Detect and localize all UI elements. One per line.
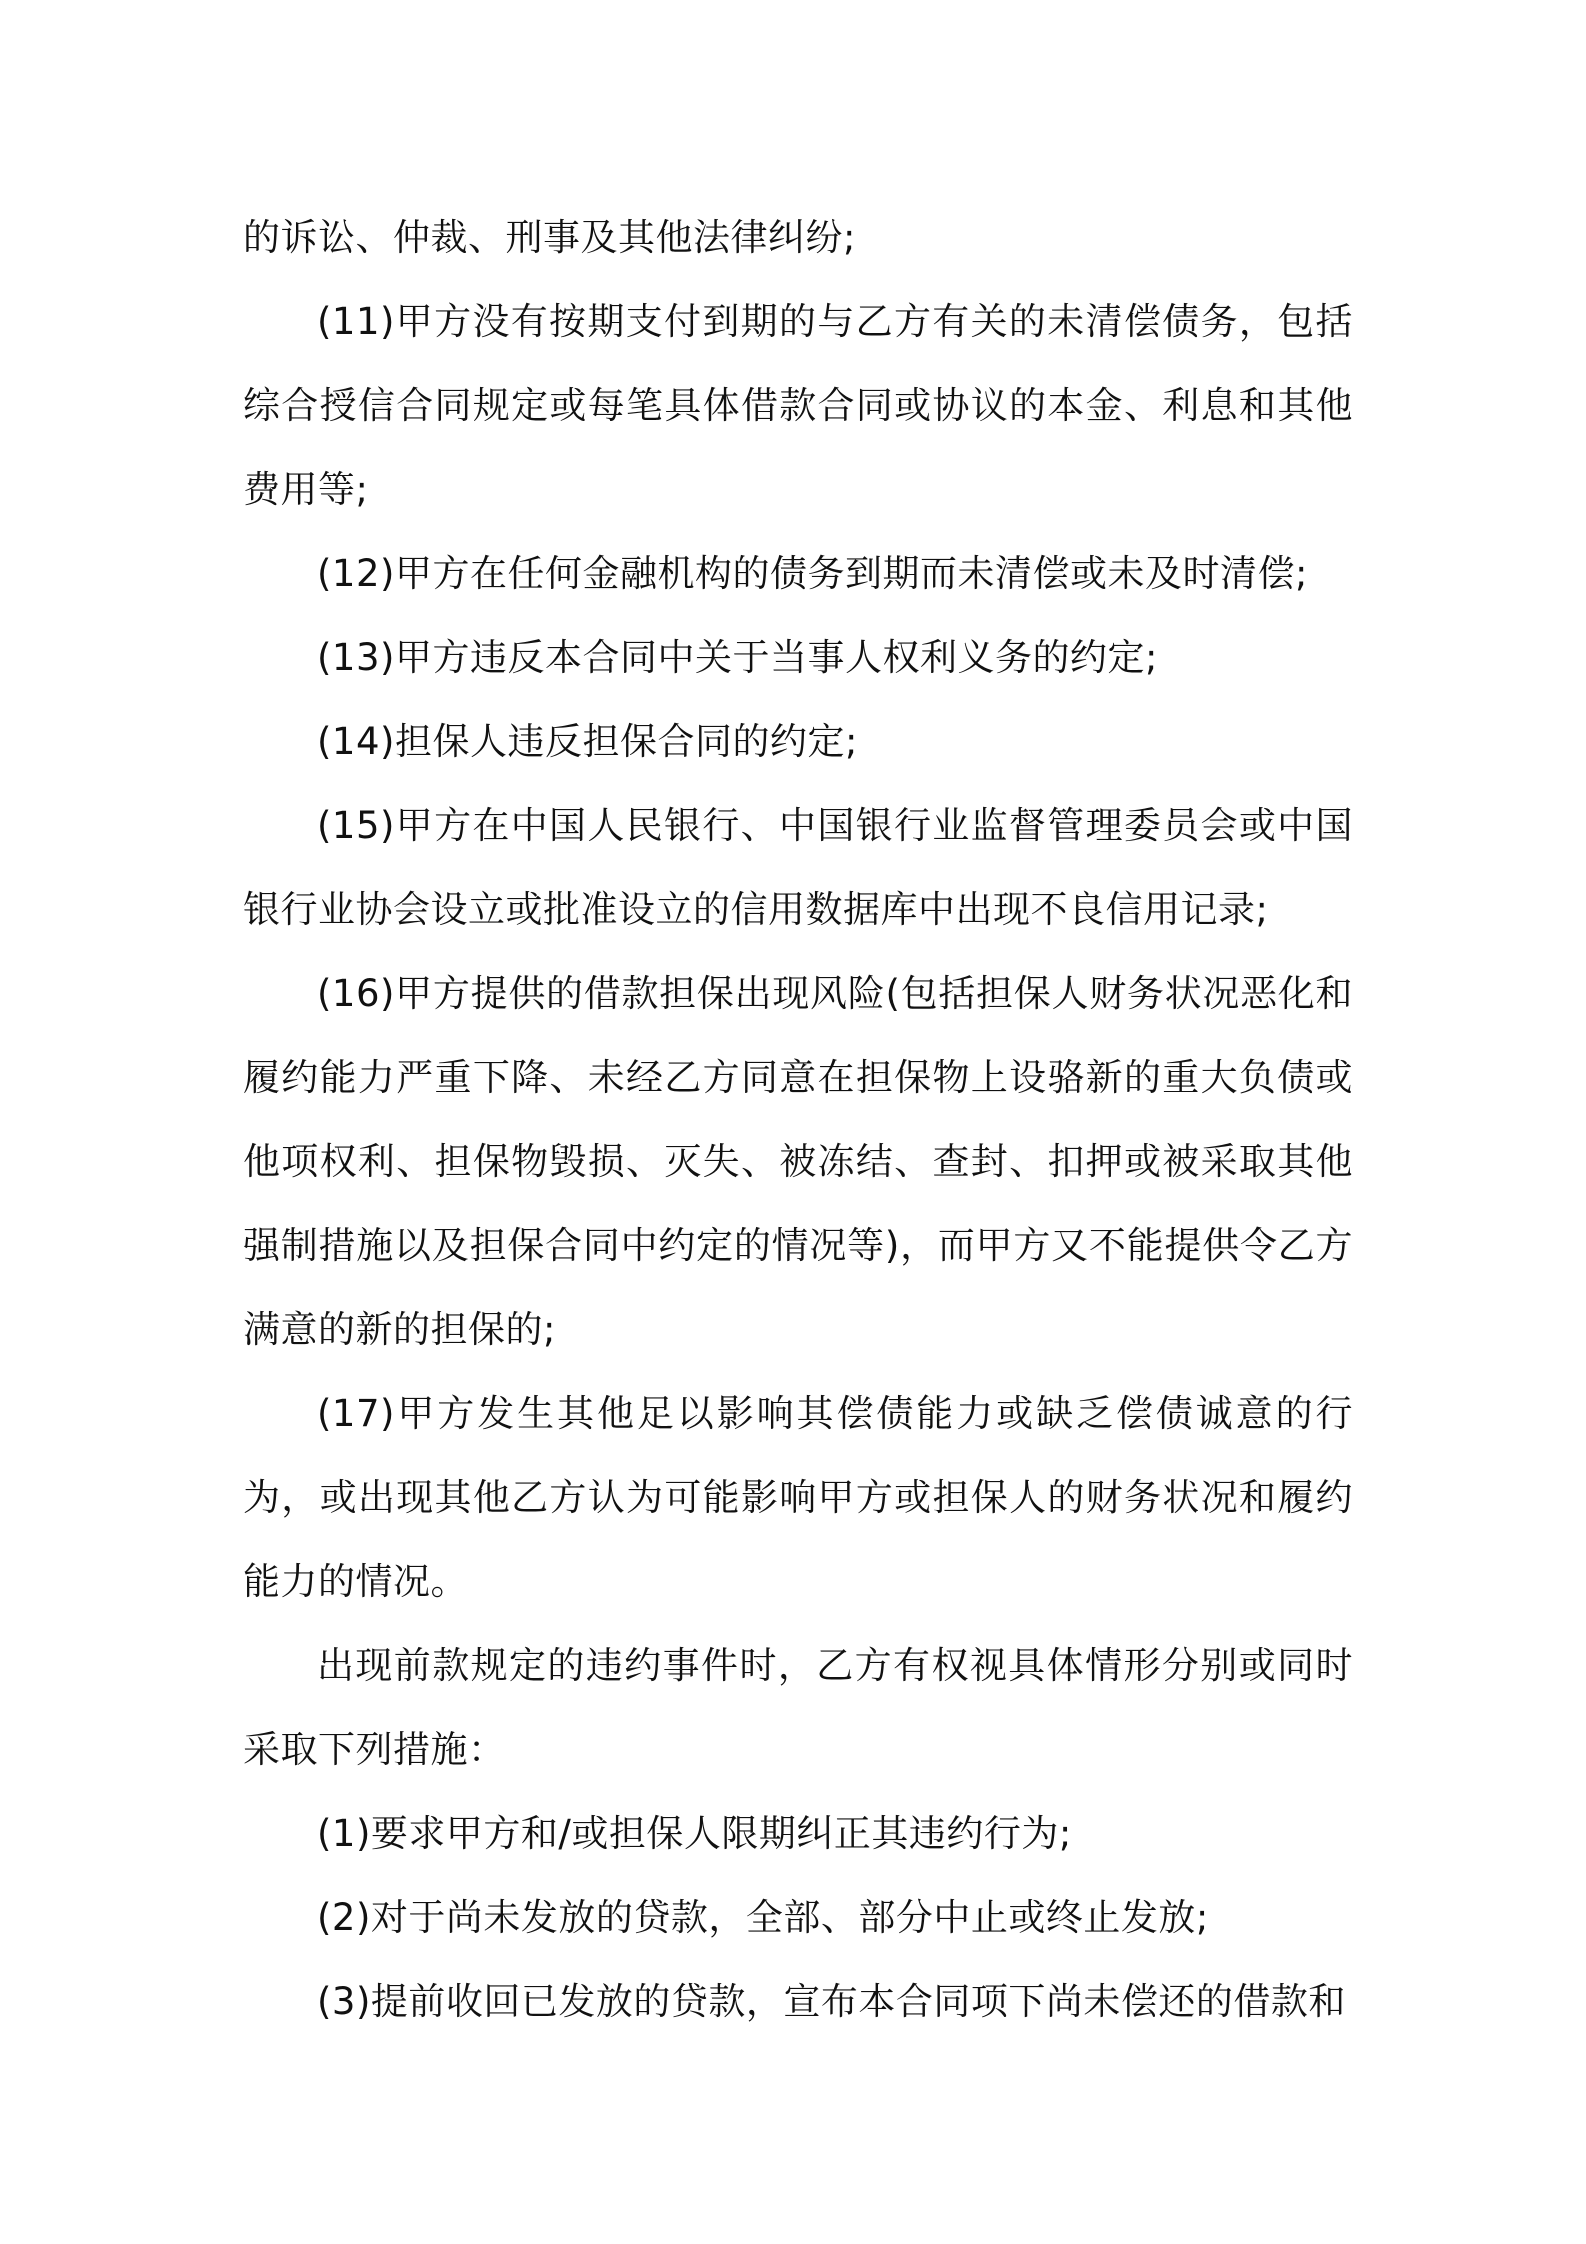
paragraph-item-17: (17)甲方发生其他足以影响其偿债能力或缺乏偿债诚意的行为，或出现其他乙方认为可能影响甲方或担保人的财务状况和履约能力的情况。 [243,1392,1353,1603]
paragraph-item-14: (14)担保人违反担保合同的约定; [317,720,858,763]
paragraph-continuation: 的诉讼、仲裁、刑事及其他法律纠纷; [243,216,856,259]
paragraph-item-16: (16)甲方提供的借款担保出现风险(包括担保人财务状况恶化和履约能力严重下降、未经乙方同意在担保物上设骆新的重大负债或他项权利、担保物毁损、灭失、被冻结、查封、扣押或被采取其他强制措施以及担保合同中约定的情况等)，而甲方又不能提供令乙方满意的新的担保的; [243,972,1353,1351]
paragraph-item-11: (11)甲方没有按期支付到期的与乙方有关的未清偿债务，包括综合授信合同规定或每笔具体借款合同或协议的本金、利息和其他费用等; [243,300,1353,511]
paragraph-measure-3: (3)提前收回已发放的贷款，宣布本合同项下尚未偿还的借款和 [317,1980,1346,2023]
document-body [243,196,1353,2044]
paragraph-item-15: (15)甲方在中国人民银行、中国银行业监督管理委员会或中国银行业协会设立或批准设立的信用数据库中出现不良信用记录; [243,804,1353,931]
paragraph-item-12: (12)甲方在任何金融机构的债务到期而未清偿或未及时清偿; [317,552,1308,595]
paragraph-measure-1: (1)要求甲方和/或担保人限期纠正其违约行为; [317,1812,1072,1855]
paragraph-measures-intro: 出现前款规定的违约事件时，乙方有权视具体情形分别或同时采取下列措施： [243,1644,1353,1771]
paragraph-measure-2: (2)对于尚未发放的贷款，全部、部分中止或终止发放; [317,1896,1209,1939]
paragraph-item-13: (13)甲方违反本合同中关于当事人权利义务的约定; [317,636,1158,679]
